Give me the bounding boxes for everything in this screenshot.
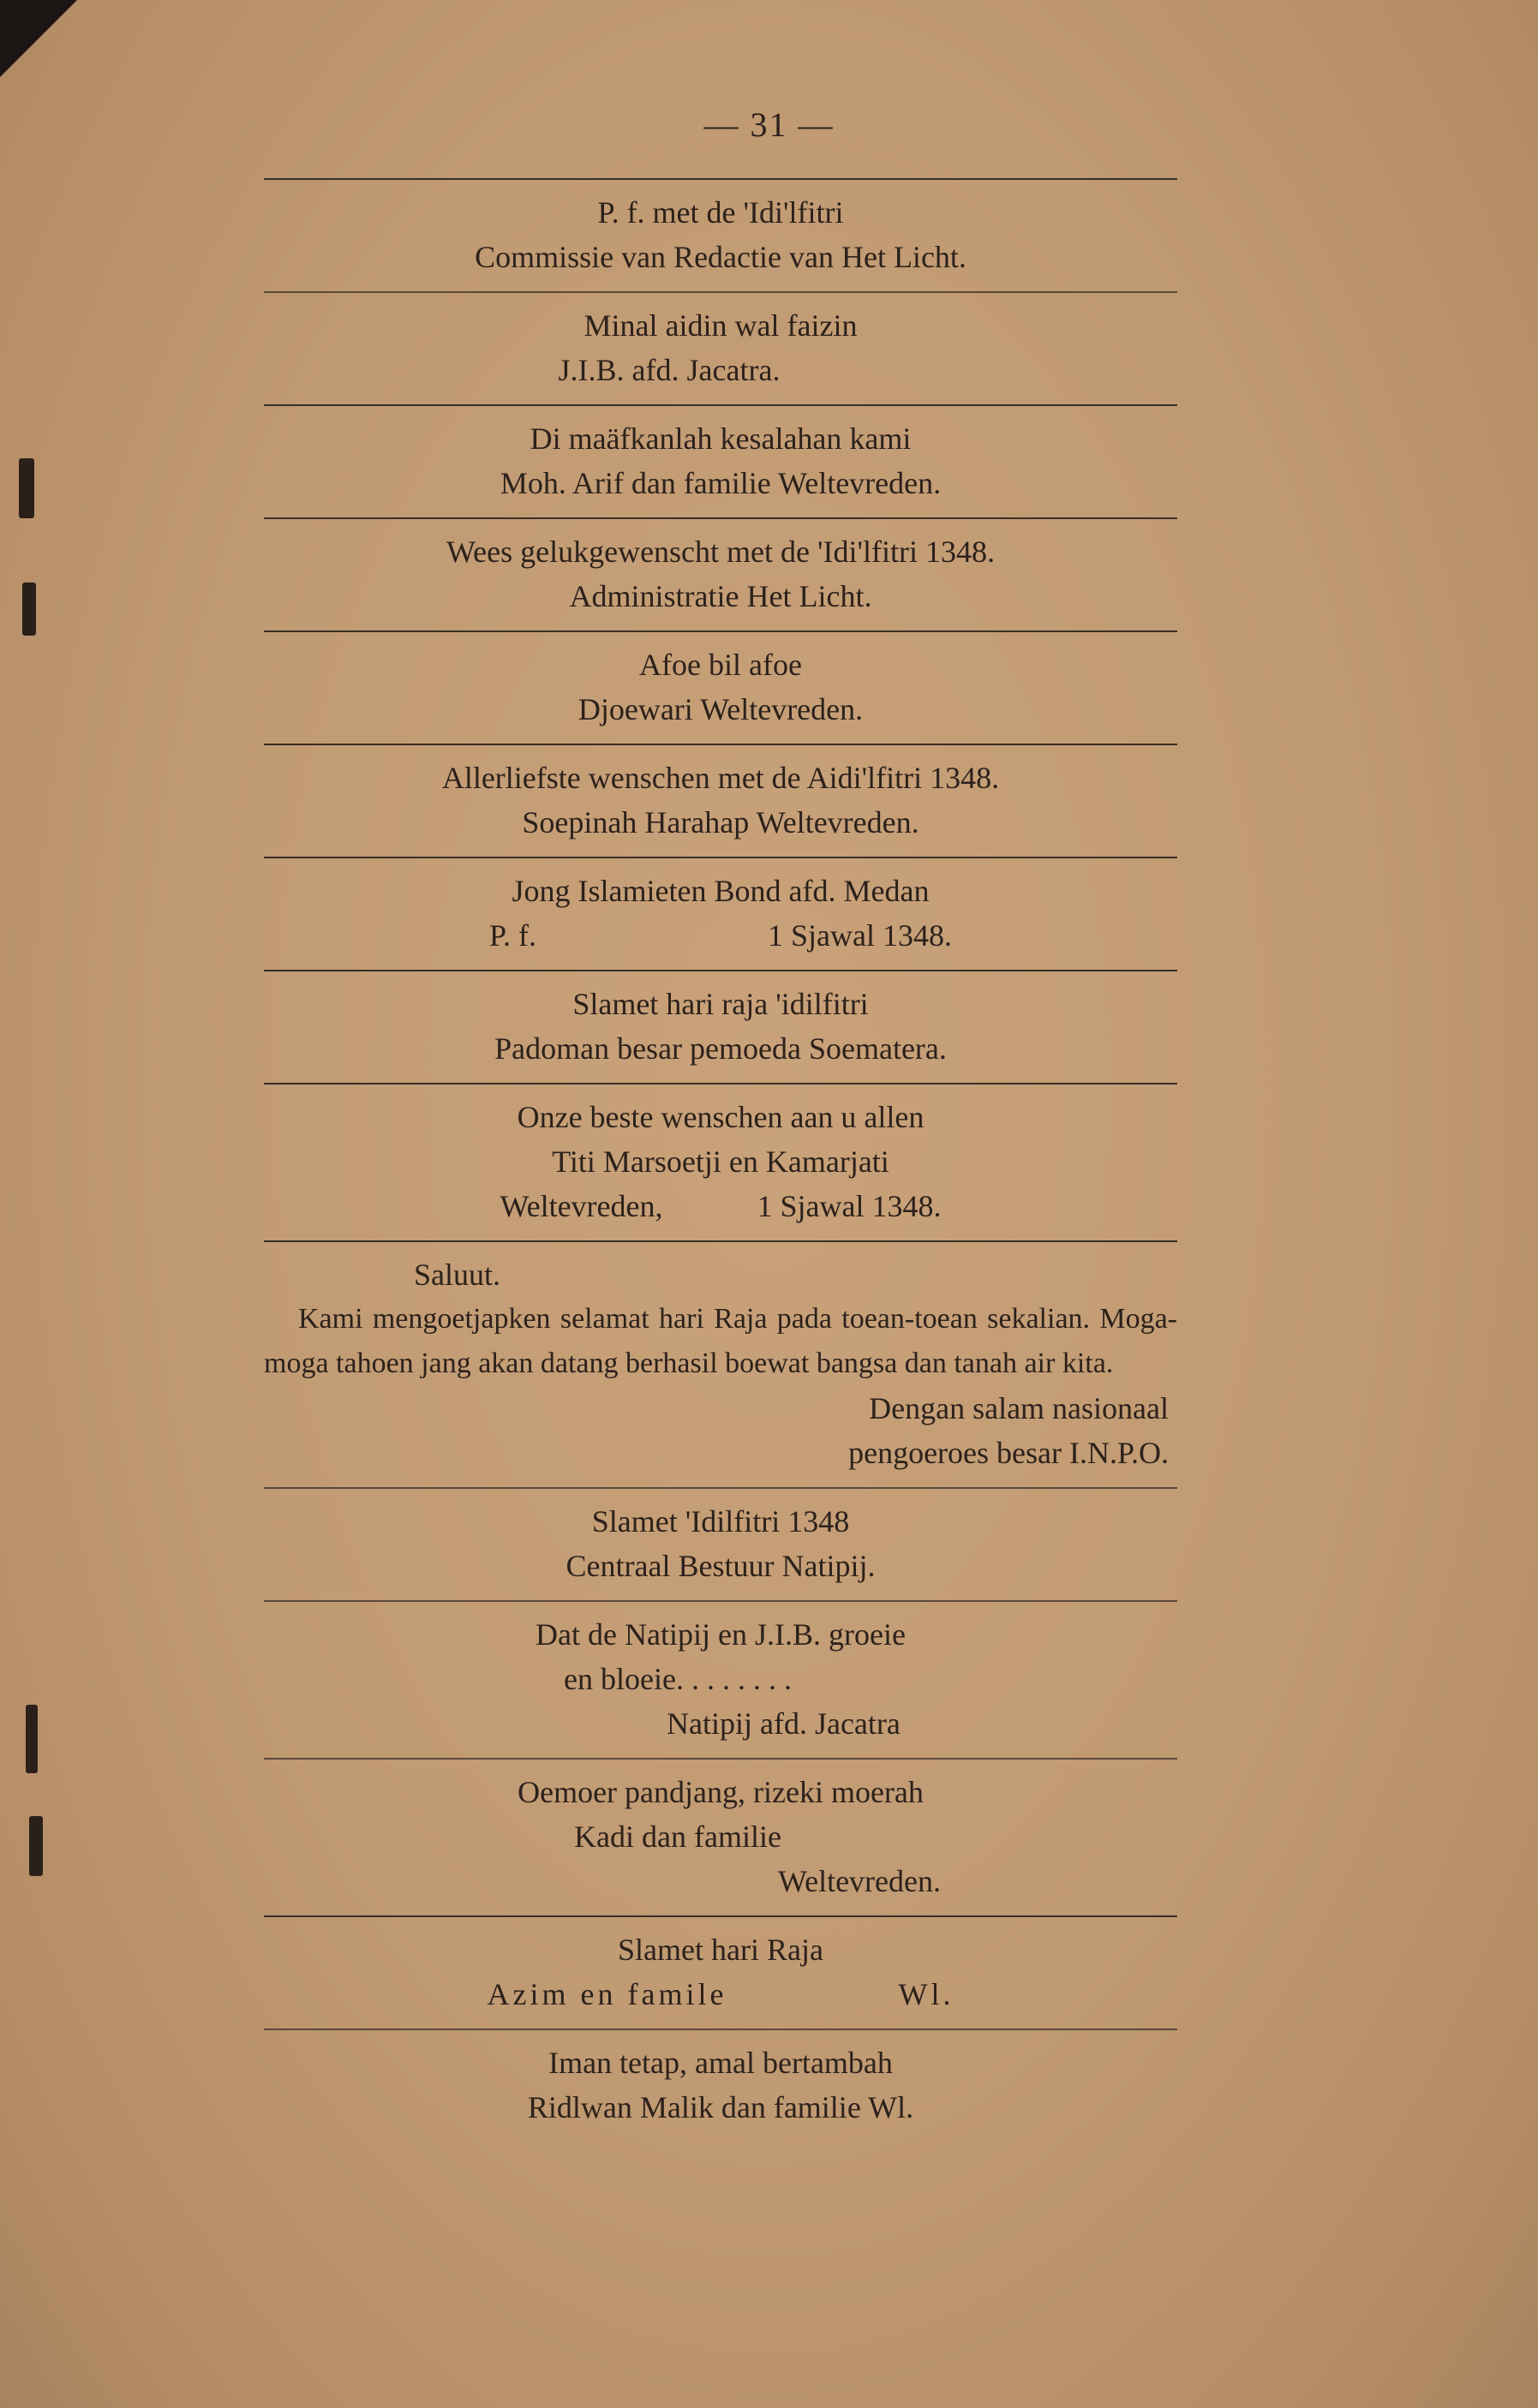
notice-date: 1 Sjawal 1348. [768, 918, 952, 953]
binding-hole [29, 1816, 43, 1876]
greeting-notice [264, 406, 1177, 517]
notice-signature: Kadi dan familie [574, 1819, 781, 1854]
binding-hole [22, 583, 36, 636]
greeting-notice [264, 1760, 1177, 1915]
saluut-closing: Dengan salam nasionaal [869, 1391, 1169, 1425]
notice-line: Onze beste wenschen aan u allen [517, 1100, 925, 1134]
notice-signature: Ridlwan Malik dan familie Wl. [527, 2090, 914, 2124]
notice-signature: Soepinah Harahap Weltevreden. [522, 805, 919, 840]
notice-signature: Commissie van Redactie van Het Licht. [475, 240, 966, 274]
greeting-notice [264, 1602, 1177, 1758]
greeting-notice [264, 632, 1177, 744]
notice-signature-line [264, 1972, 1177, 2017]
notice-line: Iman tetap, amal bertambah [548, 2046, 893, 2080]
greetings-column [264, 178, 1177, 2142]
notice-signature: Djoewari Weltevreden. [577, 692, 864, 726]
notice-line: Jong Islamieten Bond afd. Medan [512, 874, 930, 908]
binding-hole [19, 458, 34, 518]
notice-signature: Natipij afd. Jacatra [667, 1706, 901, 1741]
notice-date-line [264, 1184, 1177, 1228]
saluut-heading: Saluut. [414, 1258, 501, 1292]
notice-signature: Administratie Het Licht. [569, 579, 872, 613]
notice-line: Slamet 'Idilfitri 1348 [591, 1504, 850, 1539]
notice-pf: P. f. [488, 918, 537, 953]
notice-line: Minal aidin wal faizin [583, 308, 858, 343]
notice-place: Weltevreden, [500, 1189, 663, 1223]
notice-place: Weltevreden. [778, 1864, 942, 1898]
notice-signature: Azim en famile [487, 1977, 727, 2011]
notice-place: Wl. [898, 1977, 955, 2011]
notice-line: Dat de Natipij en J.I.B. groeie [536, 1617, 906, 1652]
notice-line: Slamet hari Raja [618, 1933, 823, 1967]
notice-date: 1 Sjawal 1348. [757, 1189, 942, 1223]
greeting-notice [264, 1084, 1177, 1240]
greeting-notice [264, 745, 1177, 857]
notice-line: Allerliefste wenschen met de Aidi'lfitri 1348. [441, 761, 1000, 795]
saluut-notice [264, 1242, 1177, 1487]
notice-line: P. f. met de 'Idi'lfitri [597, 195, 844, 230]
notice-signature: J.I.B. afd. Jacatra. [558, 353, 781, 387]
greeting-notice [264, 180, 1177, 291]
torn-corner [0, 0, 77, 77]
greeting-notice [264, 519, 1177, 630]
notice-line: Afoe bil afoe [639, 648, 802, 682]
greeting-notice [264, 2030, 1177, 2142]
binding-hole [26, 1705, 38, 1773]
notice-line: en bloeie. . . . . . . . [564, 1662, 792, 1696]
notice-line: Wees gelukgewenscht met de 'Idi'lfitri 1348. [446, 535, 995, 569]
greeting-notice [264, 1489, 1177, 1600]
notice-line: Oemoer pandjang, rizeki moerah [518, 1775, 924, 1809]
page-number: — 31 — [703, 105, 835, 144]
notice-signature: Moh. Arif dan familie Weltevreden. [500, 466, 942, 500]
notice-signature: Padoman besar pemoeda Soematera. [494, 1031, 947, 1066]
notice-date-line [264, 913, 1177, 958]
saluut-signature: pengoeroes besar I.N.P.O. [848, 1436, 1169, 1470]
greeting-notice [264, 1917, 1177, 2029]
notice-signature: Centraal Bestuur Natipij. [566, 1549, 876, 1583]
saluut-body: Kami mengoetjapken selamat hari Raja pada toean-toean sekalian. Moga-moga tahoen jang akan datang berhasil boewat bangsa dan tanah air kita. [264, 1303, 1177, 1379]
notice-line: Slamet hari raja 'idilfitri [572, 987, 869, 1021]
greeting-notice [264, 971, 1177, 1083]
greeting-notice [264, 858, 1177, 970]
greeting-notice [264, 293, 1177, 404]
notice-line: Di maäfkanlah kesalahan kami [530, 421, 912, 456]
notice-signature: Titi Marsoetji en Kamarjati [552, 1144, 889, 1179]
